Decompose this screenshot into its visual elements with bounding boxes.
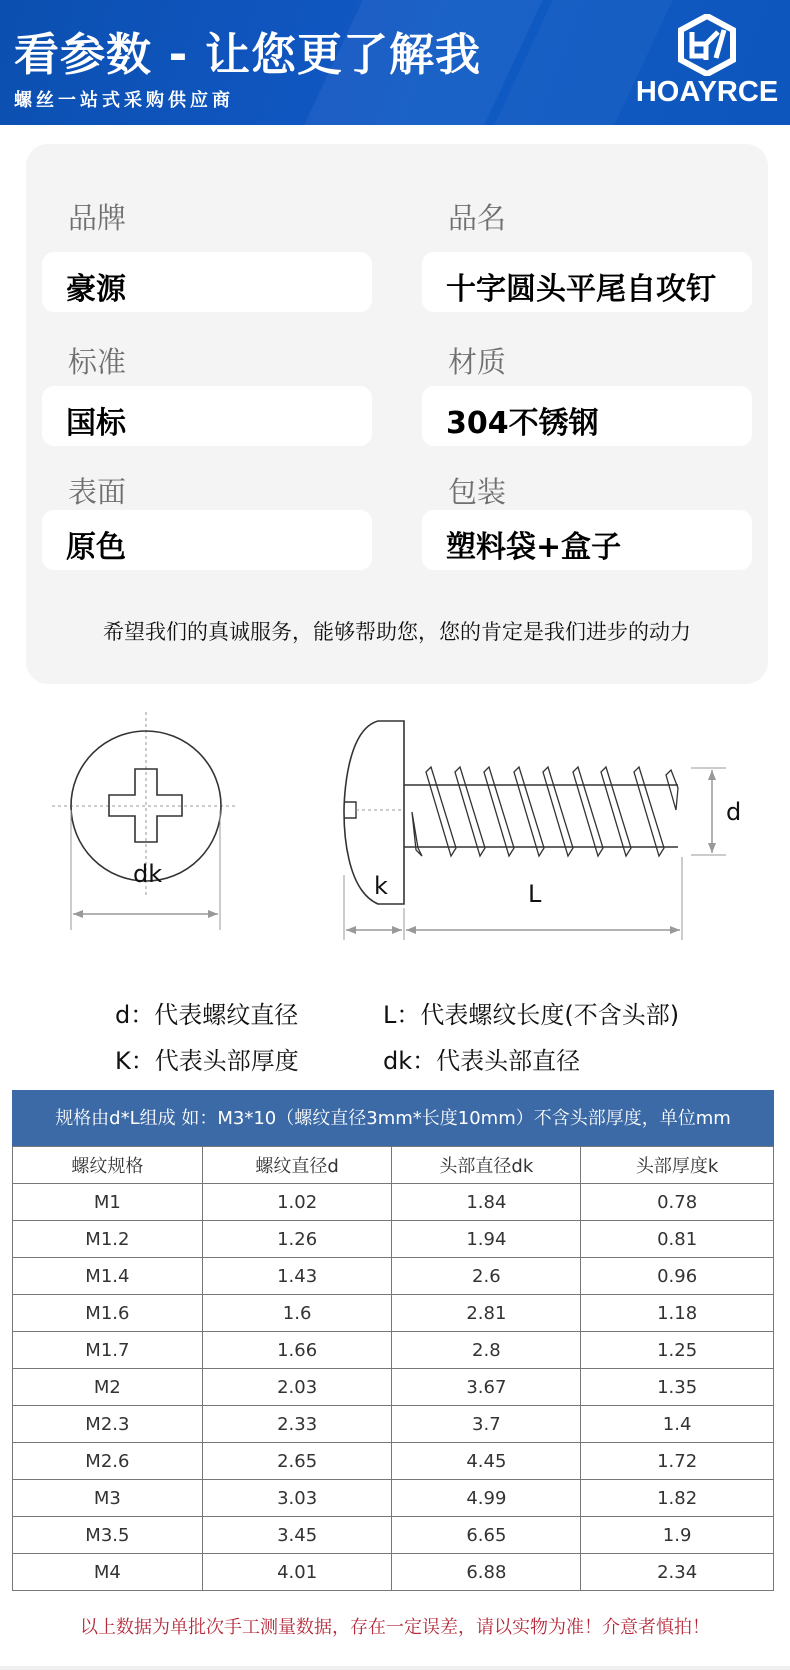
table-cell: 0.96 — [581, 1258, 774, 1295]
table-cell: M1 — [13, 1184, 203, 1221]
legend-L: L：代表螺纹长度(不含头部) — [383, 1001, 680, 1029]
column-header: 螺纹直径d — [202, 1147, 392, 1184]
param-value-packaging: 塑料袋+盒子 — [422, 510, 752, 570]
table-row — [13, 1369, 774, 1406]
table-row — [13, 1258, 774, 1295]
diagram-label-k: k — [374, 872, 388, 900]
table-cell: 3.7 — [392, 1406, 581, 1443]
table-row — [13, 1332, 774, 1369]
spec-table — [12, 1090, 774, 1591]
param-label-product-name: 品名 — [448, 201, 507, 235]
legend-K: K：代表头部厚度 — [115, 1047, 299, 1075]
param-label-surface: 表面 — [68, 475, 127, 509]
table-cell: M2.6 — [13, 1443, 203, 1480]
param-label-material: 材质 — [448, 345, 507, 379]
table-row — [13, 1184, 774, 1221]
param-value-brand: 豪源 — [42, 252, 372, 312]
column-header: 头部直径dk — [392, 1147, 581, 1184]
hexagon-logo-icon — [678, 14, 736, 76]
table-cell: 2.34 — [581, 1554, 774, 1591]
header-banner — [0, 0, 790, 125]
table-row — [13, 1517, 774, 1554]
param-value-product-name: 十字圆头平尾自攻钉 — [422, 252, 752, 312]
table-cell: M1.4 — [13, 1258, 203, 1295]
table-cell: 2.81 — [392, 1295, 581, 1332]
table-cell: 0.78 — [581, 1184, 774, 1221]
param-label-brand: 品牌 — [68, 201, 127, 235]
table-header-row — [13, 1147, 774, 1184]
table-cell: 3.03 — [202, 1480, 392, 1517]
spec-table-grid — [12, 1146, 774, 1591]
table-cell: 3.45 — [202, 1517, 392, 1554]
table-cell: 1.25 — [581, 1332, 774, 1369]
diagram-label-d: d — [726, 798, 742, 826]
table-cell: 4.45 — [392, 1443, 581, 1480]
table-row — [13, 1554, 774, 1591]
table-row — [13, 1221, 774, 1258]
param-value-standard: 国标 — [42, 386, 372, 446]
disclaimer-text: 以上数据为单批次手工测量数据，存在一定误差，请以实物为准！介意者慎拍！ — [80, 1617, 710, 1638]
table-cell: M3.5 — [13, 1517, 203, 1554]
param-label-packaging: 包装 — [448, 475, 507, 509]
diagram-label-L: L — [528, 880, 542, 908]
banner-subtitle: 螺丝一站式采购供应商 — [14, 90, 234, 111]
table-cell: 1.35 — [581, 1369, 774, 1406]
table-cell: 4.01 — [202, 1554, 392, 1591]
param-value-surface: 原色 — [42, 510, 372, 570]
table-cell: 1.4 — [581, 1406, 774, 1443]
table-cell: 2.8 — [392, 1332, 581, 1369]
table-cell: M1.6 — [13, 1295, 203, 1332]
banner-title: 看参数 - 让您更了解我 — [14, 28, 482, 81]
table-cell: 1.18 — [581, 1295, 774, 1332]
table-cell: M2 — [13, 1369, 203, 1406]
table-cell: 2.33 — [202, 1406, 392, 1443]
table-cell: M3 — [13, 1480, 203, 1517]
table-cell: 1.6 — [202, 1295, 392, 1332]
table-row — [13, 1480, 774, 1517]
legend-dk: dk：代表头部直径 — [383, 1047, 581, 1075]
table-cell: 1.9 — [581, 1517, 774, 1554]
params-card — [26, 144, 768, 684]
brand-logo — [632, 14, 782, 114]
table-cell: 1.43 — [202, 1258, 392, 1295]
table-cell: M1.2 — [13, 1221, 203, 1258]
table-cell: 1.94 — [392, 1221, 581, 1258]
table-cell: M1.7 — [13, 1332, 203, 1369]
table-cell: M4 — [13, 1554, 203, 1591]
table-cell: 2.6 — [392, 1258, 581, 1295]
table-caption: 规格由d*L组成 如：M3*10（螺纹直径3mm*长度10mm）不含头部厚度，单位mm — [12, 1090, 774, 1146]
table-row — [13, 1295, 774, 1332]
table-cell: M2.3 — [13, 1406, 203, 1443]
table-cell: 0.81 — [581, 1221, 774, 1258]
param-label-standard: 标准 — [68, 345, 127, 379]
table-cell: 1.26 — [202, 1221, 392, 1258]
table-cell: 3.67 — [392, 1369, 581, 1406]
table-cell: 2.03 — [202, 1369, 392, 1406]
table-cell: 1.82 — [581, 1480, 774, 1517]
table-cell: 1.66 — [202, 1332, 392, 1369]
brand-logo-text: HOAYRCE — [635, 76, 779, 108]
screw-head-top-view-icon — [26, 690, 768, 960]
bottom-divider — [0, 1666, 790, 1670]
table-cell: 6.65 — [392, 1517, 581, 1554]
table-cell: 2.65 — [202, 1443, 392, 1480]
table-cell: 1.72 — [581, 1443, 774, 1480]
service-slogan: 希望我们的真诚服务，能够帮助您，您的肯定是我们进步的动力 — [103, 620, 691, 644]
column-header: 头部厚度k — [581, 1147, 774, 1184]
screw-diagram — [26, 690, 768, 960]
table-cell: 6.88 — [392, 1554, 581, 1591]
table-cell: 1.84 — [392, 1184, 581, 1221]
table-cell: 4.99 — [392, 1480, 581, 1517]
table-row — [13, 1443, 774, 1480]
param-value-material: 304不锈钢 — [422, 386, 752, 446]
legend-d: d：代表螺纹直径 — [115, 1001, 299, 1029]
column-header: 螺纹规格 — [13, 1147, 203, 1184]
diagram-label-dk: dk — [133, 860, 163, 888]
table-cell: 1.02 — [202, 1184, 392, 1221]
table-row — [13, 1406, 774, 1443]
